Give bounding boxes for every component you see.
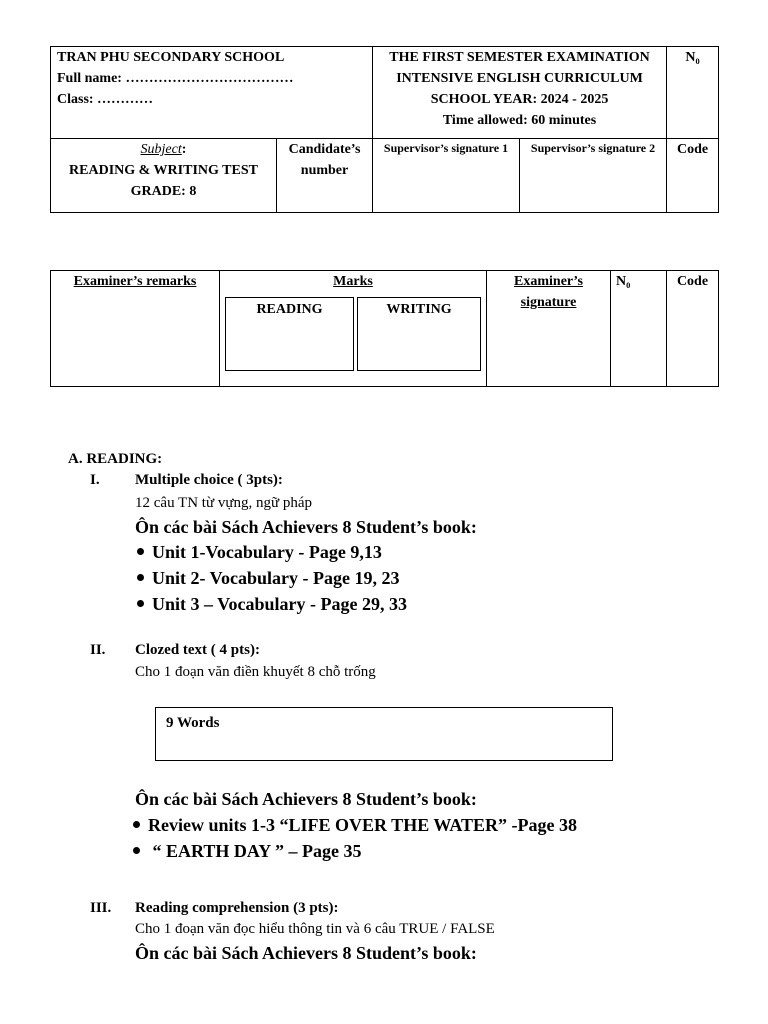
list-item: Unit 1-Vocabulary - Page 9,13 xyxy=(137,539,382,565)
marks-code-cell xyxy=(667,271,719,387)
bullet-icon xyxy=(137,600,144,607)
subject-label: Subject xyxy=(140,142,182,157)
supervisor-signature-1-label: Supervisor’s signature 1 xyxy=(383,141,509,155)
class-field: Class: ………… xyxy=(57,92,154,107)
part2-review: Ôn các bài Sách Achievers 8 Student’s book: xyxy=(135,789,477,809)
list-item: “ EARTH DAY ” – Page 35 xyxy=(133,838,362,864)
part3-review: Ôn các bài Sách Achievers 8 Student’s book: xyxy=(135,943,477,963)
subject-cell: Subject: READING & WRITING TEST GRADE: 8 xyxy=(51,139,277,213)
exam-info-cell xyxy=(373,47,667,139)
section-a-title: A. READING: xyxy=(68,451,163,467)
marks-number-label: N₀ xyxy=(616,274,631,289)
school-name: TRAN PHU SECONDARY SCHOOL xyxy=(57,50,285,65)
bullet-icon xyxy=(133,821,140,828)
part3-numeral: III. xyxy=(90,900,112,916)
reading-marks-label: READING xyxy=(256,302,323,317)
marks-label: Marks xyxy=(333,274,373,289)
part1-numeral: I. xyxy=(90,472,100,488)
bullet-icon xyxy=(137,548,144,555)
exam-title: THE FIRST SEMESTER EXAMINATION xyxy=(389,50,650,65)
word-bank-label: 9 Words xyxy=(166,715,220,731)
examiner-remarks-cell xyxy=(51,271,220,387)
part3-description: Cho 1 đoạn văn đọc hiểu thông tin và 6 câu TRUE / FALSE xyxy=(135,921,495,937)
part1-heading: Multiple choice ( 3pts): xyxy=(135,472,283,488)
marks-table xyxy=(50,270,719,387)
bullet-icon xyxy=(137,574,144,581)
part2-numeral: II. xyxy=(90,642,106,658)
examiner-signature-cell xyxy=(487,271,611,387)
part2-heading: Clozed text ( 4 pts): xyxy=(135,642,260,658)
school-year: SCHOOL YEAR: 2024 - 2025 xyxy=(430,92,609,107)
time-allowed: Time allowed: 60 minutes xyxy=(442,113,597,128)
part2-description: Cho 1 đoạn văn điền khuyết 8 chỗ trống xyxy=(135,664,376,680)
full-name-field: Full name: ……………………………… xyxy=(57,71,294,86)
number-cell xyxy=(667,47,719,139)
part1-review: Ôn các bài Sách Achievers 8 Student’s book: xyxy=(135,517,477,537)
part1-description: 12 câu TN từ vựng, ngữ pháp xyxy=(135,495,313,511)
list-item: Unit 2- Vocabulary - Page 19, 23 xyxy=(137,565,400,591)
marks-code-label: Code xyxy=(676,274,709,289)
grade-label: GRADE: 8 xyxy=(130,184,197,199)
marks-cell xyxy=(220,271,487,387)
candidate-number-cell xyxy=(277,139,373,213)
bullet-icon xyxy=(133,847,140,854)
code-cell xyxy=(667,139,719,213)
exam-header-table xyxy=(50,46,719,213)
list-item: Review units 1-3 “LIFE OVER THE WATER” -Page 38 xyxy=(133,812,577,838)
writing-marks-label: WRITING xyxy=(386,302,452,317)
part3-heading: Reading comprehension (3 pts): xyxy=(135,900,339,916)
supervisor-signature-1-cell xyxy=(373,139,520,213)
candidate-number-label: Candidate’s number xyxy=(288,142,361,178)
list-item: Unit 3 – Vocabulary - Page 29, 33 xyxy=(137,591,407,617)
reading-marks-box xyxy=(225,297,354,371)
curriculum-title: INTENSIVE ENGLISH CURRICULUM xyxy=(396,71,643,86)
examiner-remarks-label: Examiner’s remarks xyxy=(73,274,197,289)
marks-number-cell xyxy=(611,271,667,387)
number-label: N₀ xyxy=(685,50,700,65)
word-bank-box xyxy=(155,707,613,761)
supervisor-signature-2-cell xyxy=(520,139,667,213)
writing-marks-box xyxy=(357,297,481,371)
examiner-signature-label: Examiner’s signature xyxy=(514,274,583,310)
school-info-cell xyxy=(51,47,373,139)
code-label: Code xyxy=(676,142,709,157)
supervisor-signature-2-label: Supervisor’s signature 2 xyxy=(530,141,656,155)
subject-name: READING & WRITING TEST xyxy=(69,163,258,178)
